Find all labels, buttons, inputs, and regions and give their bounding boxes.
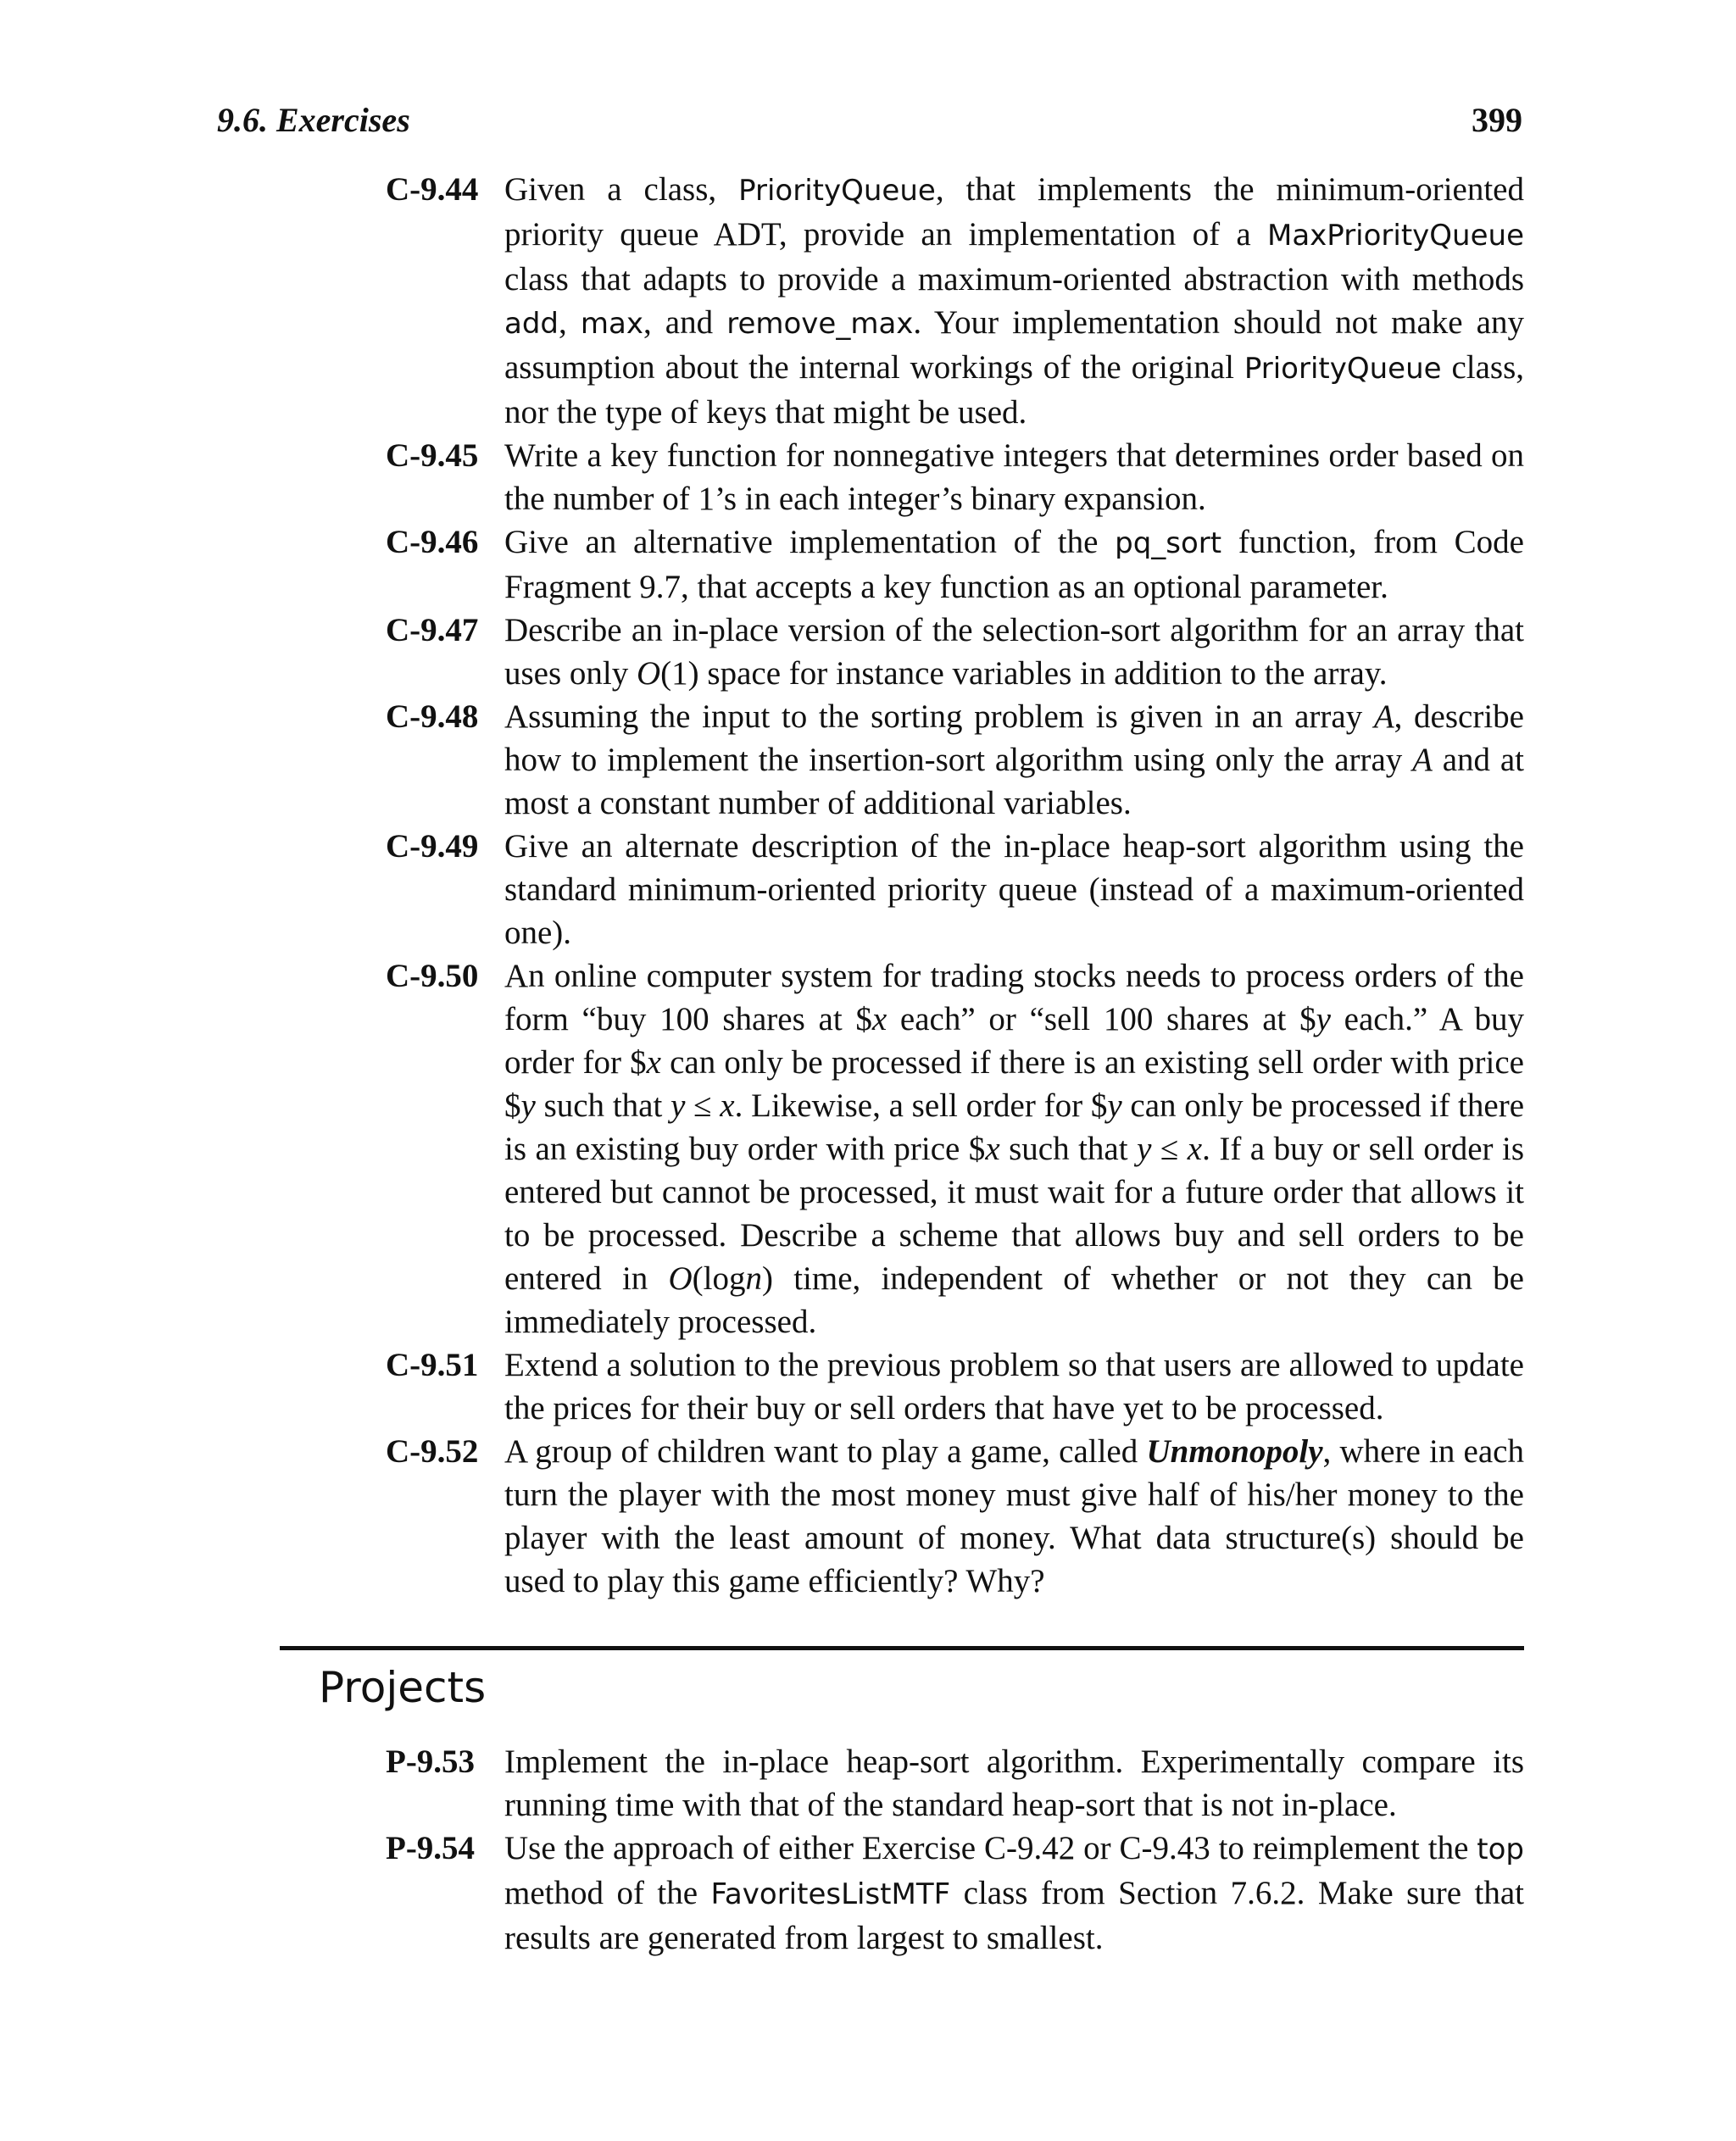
text-run: , where in each turn the player with the most money must give half of his/her money to the player with the least amount of money. What data structure(s) should be used to play this game efficiently? Why? xyxy=(504,1433,1524,1599)
text-run: class, nor the type of keys that might be used. xyxy=(504,349,1524,431)
text-run: Extend a solution to the previous problem so that users are allowed to update the prices for their buy or sell orders that have yet to be processed. xyxy=(504,1347,1524,1426)
exercise-item xyxy=(386,1343,1524,1430)
text-run: Give an alternate description of the in-place heap-sort algorithm using the standard minimum-oriented priority queue (instead of a maximum-oriented one). xyxy=(504,828,1524,951)
exercise-item-number: C-9.51 xyxy=(386,1347,479,1383)
code-identifier: top xyxy=(1477,1832,1524,1866)
project-item-number: P-9.54 xyxy=(386,1830,476,1866)
project-list xyxy=(386,1740,1524,1960)
text-run: , that implements the minimum-oriented priority queue ADT, provide an implementation of a xyxy=(504,171,1524,253)
math-symbol: x xyxy=(1187,1131,1203,1167)
code-identifier: add xyxy=(504,307,559,341)
math-symbol: x xyxy=(871,1001,887,1037)
text-run: . If a buy or sell order is entered but cannot be processed, it must wait for a future order that allows it to be processed. Describe a scheme that allows buy and sell orders to be entered in xyxy=(504,1131,1525,1297)
project-item-text xyxy=(504,1827,1524,1960)
math-symbol: y xyxy=(1316,1001,1331,1037)
text-run: each.” A buy order for $ xyxy=(504,1001,1524,1081)
exercise-item-number: C-9.48 xyxy=(386,698,479,735)
math-symbol: x xyxy=(985,1131,1000,1167)
code-identifier: PriorityQueue xyxy=(1244,352,1442,386)
text-run: method of the xyxy=(504,1875,711,1911)
text-run: Implement the in-place heap-sort algorithm. Experimentally compare its running time with that of the standard heap-sort that is not in-place. xyxy=(504,1743,1524,1823)
text-run: (log xyxy=(692,1260,746,1297)
exercise-item-number: C-9.49 xyxy=(386,828,479,865)
exercise-item-text xyxy=(504,1430,1524,1603)
code-identifier: MaxPriorityQueue xyxy=(1267,219,1524,253)
text-run: ≤ xyxy=(1151,1131,1188,1167)
text-run: . Your implementation should not make any assumption about the internal workings of the original xyxy=(504,304,1524,386)
exercise-item-number: C-9.50 xyxy=(386,958,479,994)
text-run: such that xyxy=(535,1087,671,1124)
exercise-item-number: C-9.47 xyxy=(386,612,479,648)
exercise-item-text xyxy=(504,520,1524,609)
text-run: Use the approach of either Exercise C-9.42 or C-9.43 to reimplement the xyxy=(504,1830,1477,1866)
exercise-item xyxy=(386,825,1524,954)
page-number: 399 xyxy=(1472,101,1522,139)
emphasis: Unmonopoly xyxy=(1146,1433,1323,1470)
text-run: ≤ xyxy=(685,1087,721,1124)
exercise-item-number: C-9.52 xyxy=(386,1433,479,1470)
exercise-item xyxy=(386,954,1524,1343)
text-run: A group of children want to play a game, called xyxy=(504,1433,1147,1470)
text-run: (1) space for instance variables in addition to the array. xyxy=(660,655,1388,692)
text-run: Give an alternative implementation of the xyxy=(504,524,1116,560)
math-symbol: O xyxy=(637,655,661,692)
exercise-item xyxy=(386,1430,1524,1603)
exercise-item xyxy=(386,520,1524,609)
math-symbol: n xyxy=(745,1260,762,1297)
text-run: Assuming the input to the sorting problem is given in an array xyxy=(504,698,1374,735)
text-run: ) time, independent of whether or not they can be immediately processed. xyxy=(504,1260,1524,1340)
exercise-item-number: C-9.44 xyxy=(386,171,479,208)
text-run: , and xyxy=(643,304,727,341)
math-symbol: A xyxy=(1373,698,1394,735)
text-run: function, from Code Fragment 9.7, that accepts a key function as an optional parameter. xyxy=(504,524,1524,605)
code-identifier: max xyxy=(580,307,643,341)
section-title: 9.6. Exercises xyxy=(217,101,410,139)
math-symbol: y xyxy=(520,1087,536,1124)
code-identifier: remove_max xyxy=(726,307,914,341)
math-symbol: y xyxy=(1107,1087,1122,1124)
text-run: can only be processed if there is an existing sell order with price $ xyxy=(504,1044,1524,1124)
exercise-item xyxy=(386,434,1524,520)
code-identifier: FavoritesListMTF xyxy=(710,1877,951,1911)
running-head xyxy=(217,100,1522,140)
text-run: each” or “sell 100 shares at $ xyxy=(887,1001,1316,1037)
exercise-item-text xyxy=(504,1343,1524,1430)
exercise-item-text xyxy=(504,609,1524,695)
projects-heading: Projects xyxy=(319,1663,487,1712)
text-run: class that adapts to provide a maximum-oriented abstraction with methods xyxy=(504,261,1524,298)
exercise-item-number: C-9.45 xyxy=(386,437,479,474)
section-divider xyxy=(280,1646,1524,1650)
exercise-item-text xyxy=(504,434,1524,520)
exercise-item-number: C-9.46 xyxy=(386,524,479,560)
exercise-item-text xyxy=(504,695,1524,825)
text-run: class from Section 7.6.2. Make sure that results are generated from largest to smallest. xyxy=(504,1875,1524,1956)
text-run: such that xyxy=(999,1131,1138,1167)
project-item xyxy=(386,1827,1524,1960)
exercise-item-text xyxy=(504,168,1524,434)
text-run: , xyxy=(559,304,581,341)
text-run: Given a class, xyxy=(504,171,739,208)
text-run: , describe how to implement the insertion-sort algorithm using only the array xyxy=(504,698,1524,778)
math-symbol: x xyxy=(646,1044,661,1081)
math-symbol: O xyxy=(668,1260,693,1297)
exercise-item xyxy=(386,168,1524,434)
exercise-item xyxy=(386,695,1524,825)
math-symbol: y xyxy=(1137,1131,1152,1167)
exercise-item-text xyxy=(504,825,1524,954)
math-symbol: A xyxy=(1412,742,1433,778)
project-item-text xyxy=(504,1740,1524,1827)
text-run: can only be processed if there is an existing buy order with price $ xyxy=(504,1087,1525,1167)
project-item xyxy=(386,1740,1524,1827)
code-identifier: pq_sort xyxy=(1115,526,1222,560)
math-symbol: y xyxy=(670,1087,686,1124)
exercise-item xyxy=(386,609,1524,695)
text-run: and at most a constant number of additional variables. xyxy=(504,742,1524,821)
exercise-list xyxy=(386,168,1524,1603)
text-run: Write a key function for nonnegative integers that determines order based on the number of 1’s in each integer’s binary expansion. xyxy=(504,437,1524,517)
exercise-item-text xyxy=(504,954,1524,1343)
math-symbol: x xyxy=(720,1087,735,1124)
text-run: . Likewise, a sell order for $ xyxy=(734,1087,1108,1124)
code-identifier: PriorityQueue xyxy=(738,174,936,208)
text-run: Describe an in-place version of the selection-sort algorithm for an array that uses only xyxy=(504,612,1524,692)
text-run: An online computer system for trading stocks needs to process orders of the form “buy 100 shares at $ xyxy=(504,958,1524,1037)
project-item-number: P-9.53 xyxy=(386,1743,476,1780)
